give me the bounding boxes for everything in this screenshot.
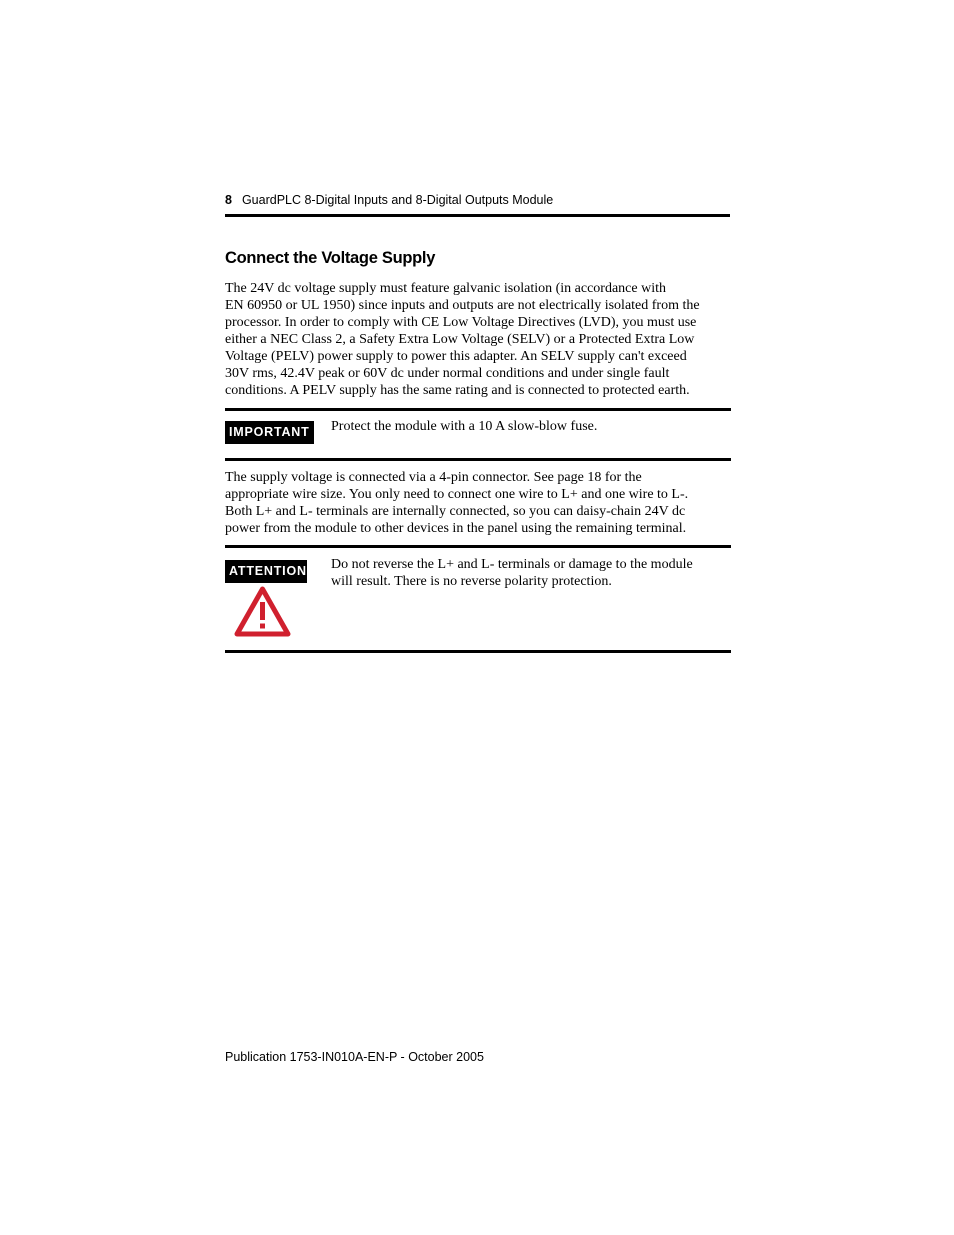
note-line: Do not reverse the L+ and L- terminals or damage to the module	[331, 557, 693, 572]
paragraph-line: EN 60950 or UL 1950) since inputs and outputs are not electrically isolated from the	[225, 298, 700, 313]
paragraph-line: 30V rms, 42.4V peak or 60V dc under normal conditions and under single fault	[225, 366, 670, 381]
attention-badge: ATTENTION	[225, 560, 307, 583]
note-line: Protect the module with a 10 A slow-blow fuse.	[331, 419, 598, 434]
paragraph-line: either a NEC Class 2, a Safety Extra Low Voltage (SELV) or a Protected Extra Low	[225, 332, 695, 347]
paragraph-line: power from the module to other devices in the panel using the remaining terminal.	[225, 521, 687, 536]
paragraph-connector	[225, 469, 733, 537]
important-bottom-rule	[225, 458, 731, 461]
section-title: Connect the Voltage Supply	[225, 249, 436, 267]
attention-note-text	[331, 556, 731, 590]
running-header	[225, 192, 730, 209]
attention-bottom-rule	[225, 650, 731, 653]
running-title: GuardPLC 8-Digital Inputs and 8-Digital Outputs Module	[241, 193, 554, 207]
attention-top-rule	[225, 545, 731, 548]
publication-footer: Publication 1753-IN010A-EN-P - October 2005	[225, 1050, 484, 1064]
paragraph-line: conditions. A PELV supply has the same rating and is connected to protected earth.	[225, 383, 690, 398]
paragraph-line: processor. In order to comply with CE Low Voltage Directives (LVD), you must use	[225, 315, 697, 330]
important-top-rule	[225, 408, 731, 411]
page-number: 8	[225, 193, 232, 207]
note-line: will result. There is no reverse polarity protection.	[331, 574, 612, 589]
header-rule	[225, 214, 730, 217]
paragraph-line: Voltage (PELV) power supply to power this adapter. An SELV supply can't exceed	[225, 349, 687, 364]
important-note-text	[331, 418, 731, 435]
paragraph-line: Both L+ and L- terminals are internally connected, so you can daisy-chain 24V dc	[225, 504, 686, 519]
important-badge: IMPORTANT	[225, 421, 314, 444]
paragraph-voltage-supply	[225, 280, 733, 399]
warning-triangle-icon	[234, 586, 291, 637]
paragraph-line: appropriate wire size. You only need to connect one wire to L+ and one wire to L-.	[225, 487, 689, 502]
paragraph-line: The 24V dc voltage supply must feature galvanic isolation (in accordance with	[225, 281, 666, 296]
paragraph-line: The supply voltage is connected via a 4-pin connector. See page 18 for the	[225, 470, 642, 485]
